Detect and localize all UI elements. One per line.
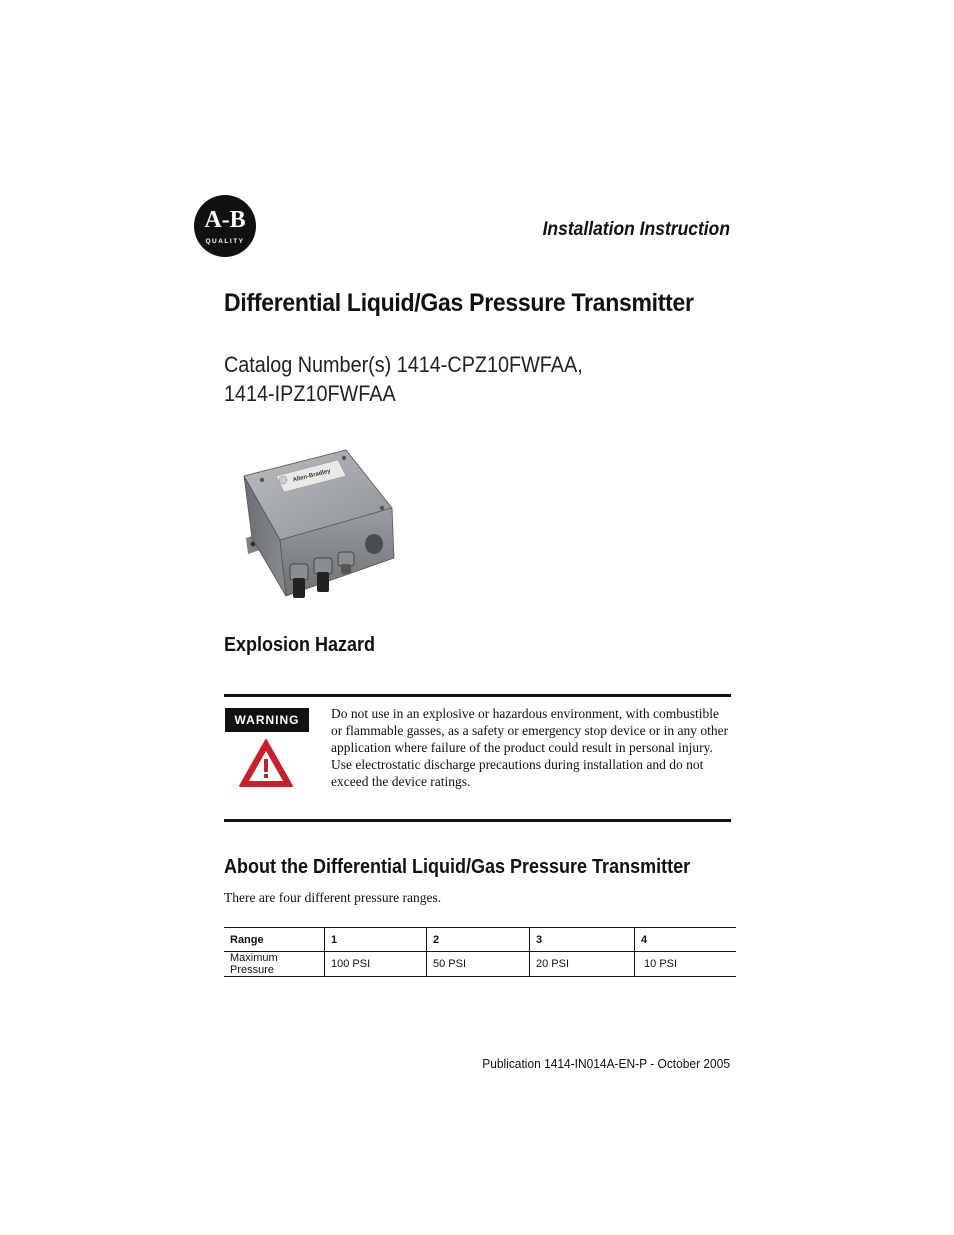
about-heading: About the Differential Liquid/Gas Pressure Transmitter	[224, 856, 691, 878]
cell-range-2: 50 PSI	[427, 952, 530, 977]
header-cell-2: 2	[427, 928, 530, 952]
catalog-line-1: Catalog Number(s) 1414-CPZ10FWFAA,	[224, 352, 583, 377]
logo-subtext: QUALITY	[205, 238, 245, 245]
header-cell-range: Range	[230, 933, 264, 946]
logo-letters: A-B	[204, 207, 246, 233]
cell-range-3: 20 PSI	[530, 952, 635, 977]
cell-range-4: 10 PSI	[635, 952, 737, 977]
product-photo	[234, 446, 402, 610]
cell-range-1: 100 PSI	[325, 952, 427, 977]
table-row	[224, 952, 736, 977]
page-title: Differential Liquid/Gas Pressure Transmitter	[224, 289, 694, 317]
warning-top-rule	[224, 694, 731, 697]
intro-text: There are four different pressure ranges.	[224, 890, 442, 905]
warning-label: WARNING	[225, 708, 309, 732]
header-cell-1: 1	[325, 928, 427, 952]
header-cell-4: 4	[635, 928, 737, 952]
table-header-row	[224, 928, 736, 952]
explosion-hazard-heading: Explosion Hazard	[224, 634, 376, 656]
allen-bradley-logo	[193, 194, 257, 258]
row-label: Maximum Pressure	[230, 952, 278, 976]
warning-bottom-rule	[224, 819, 731, 822]
pressure-range-table	[224, 927, 736, 977]
warning-triangle-icon	[237, 737, 295, 789]
warning-text: Do not use in an explosive or hazardous environment, with combustible or flammable gasses, as a safety or emergency stop device or in any other application where failure of the product could result in personal injury. Use electrostatic discharge precautions during installation and do not exceed the device ratings.	[331, 706, 729, 789]
catalog-line-2: 1414-IPZ10FWFAA	[224, 381, 396, 406]
document-type: Installation Instruction	[542, 219, 730, 240]
publication-footer: Publication 1414-IN014A-EN-P - October 2005	[482, 1056, 730, 1071]
header-cell-3: 3	[530, 928, 635, 952]
catalog-numbers	[224, 350, 583, 408]
product-label-text: Allen-Bradley	[292, 468, 332, 484]
